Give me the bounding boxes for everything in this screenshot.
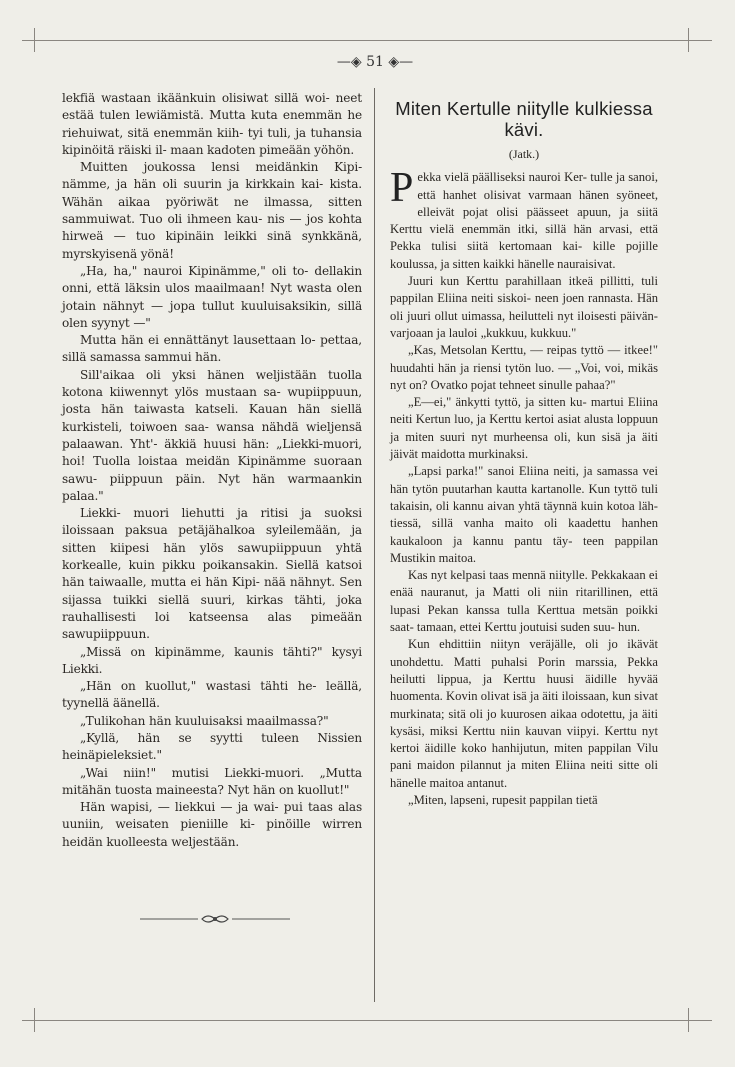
- right-paragraph: „Kas, Metsolan Kerttu, — reipas tyttö — itkee!" huudahti hän ja riensi tytön luo. — „Voi, voi, mikäs nyt on? Ovatko pojat tehneet sinulle pahaa?": [390, 343, 658, 392]
- top-rule: [22, 40, 712, 41]
- first-paragraph: [390, 165, 658, 273]
- left-paragraph: Muitten joukossa lensi meidänkin Kipi- nämme, ja hän oli suurin ja kirkkain kai- kista. Wähän aikaa pyöriwät ne ilmassa, sitten sammuiwat. Tuo oli ihmeen kau- nis — jos kohta hirweä — tuo kipinäin leikki sinä synkkänä, myrskyisenä yönä!: [62, 160, 362, 261]
- right-crop-line: [688, 28, 689, 52]
- end-ornament-icon: [140, 912, 290, 926]
- left-crop-line: [34, 28, 35, 52]
- header-ornament-right-icon: ◈—: [383, 54, 414, 70]
- column-divider: [374, 88, 375, 1002]
- right-paragraph: Juuri kun Kerttu parahillaan itkeä pillitti, tuli pappilan Eliina neiti siskoi- neen joen rannasta. Hän oli juuri ollut uimassa, heilutteli nyt iloisesti päivän- varjoaan ja lauloi „kukkuu, kukkuu.": [390, 274, 658, 340]
- left-column: [62, 90, 362, 851]
- left-paragraph: „Kyllä, hän se syytti tuleen Nissien heinäpieleksiet.": [62, 730, 362, 763]
- right-paragraph: Kun ehdittiin niityn veräjälle, oli jo ikävät unohdettu. Matti puhalsi Porin marssia, Pekka heilutti lippua, ja Kerttu huusi äidille hyvää huomenta. Kovin olivat isä ja äiti iloissaan, kun sivat murkinata; sitä oli jo kuurosen aikaa odotettu, ja äiti kysäsi, miksi Kerttu niin kauvan viipyi. Kerttu nyt kertoi äidille koko hanhijutun, miten pappilan Vilu pani maidon pilannut ja miten Eliina neiti sitte oli hänelle maitoa antanut.: [390, 637, 658, 790]
- article-subtitle: (Jatk.): [508, 147, 540, 161]
- first-paragraph-text: ekka vielä päälliseksi nauroi Ker- tulle ja sanoi, että hanhet olisivat varmaan hänen syöneet, elleivät pojat olisi päässeet apuun, ja siitä Kerttu vielä enemmän itki, sillä hän arvasi, että Pekka tulisi siitä kertomaan kai- kille pojille koulussa, ja sitten kaikki hänelle nauraisivat.: [390, 170, 658, 271]
- bottom-rule: [22, 1020, 712, 1021]
- page-header: [290, 54, 460, 70]
- left-paragraph: Sill'aikaa oli yksi hänen weljistään tuolla kotona kiiwennyt ylös mustaan sa- wupiippuun, josta hän taiwasta katseli. Kauan hän siellä kurkisteli, toiwoen saa- wansa nähdä wieljensä palaawan. Yht'- äkkiä huusi hän: „Liekki-muori, hoi! Tuolla loistaa meidän Kipinämme suoraan sawu- piippuun päin. Nyt hän warmaankin palaa.": [62, 367, 362, 503]
- left-paragraph: Hän wapisi, — liekkui — ja wai- pui taas alas uuniin, weisaten pieniille ki- pinöille wirren heidän kuolleesta weljestään.: [62, 800, 362, 849]
- right-paragraph: „Lapsi parka!" sanoi Eliina neiti, ja samassa vei hän tytön puutarhan kautta kartanolle. Kun tyttö tuli takaisin, oli kannu aivan yhtä täynnä kuin kotoa läh- tiessä, sillä vanha maito oli kaadettu hanhen kaukaloon ja kannu pantu täy- teen pappilan Mustikin maitoa.: [390, 464, 658, 565]
- right-paragraph: Kas nyt kelpasi taas mennä niitylle. Pekkakaan ei enää nauranut, ja Matti oli niin ritarillinen, että lupasi Pekan kanssa tulla Kerttua metsän poikki saat- tamaan, ettei Kerttu joutuisi suden suu- hun.: [390, 568, 658, 635]
- right-column: [390, 90, 658, 809]
- right-paragraph: „Miten, lapseni, rupesit pappilan tietä: [408, 792, 598, 807]
- page-number: 51: [366, 54, 384, 70]
- left-paragraph: „Missä on kipinämme, kaunis tähti?" kysyi Liekki.: [62, 644, 362, 676]
- header-ornament-left-icon: —◈: [336, 54, 367, 70]
- left-paragraph: Mutta hän ei ennättänyt lausettaan lo- pettaa, sillä samassa sammui hän.: [62, 333, 362, 365]
- left-paragraph: „Ha, ha," nauroi Kipinämme," oli to- dellakin onni, että läksin ulos maailmaan! Nyt wasta olen jotain nähnyt — jopa tullut kuuluisaksikin, sillä olen syynyt —": [62, 263, 362, 330]
- left-paragraph: Liekki- muori liehutti ja ritisi ja suoksi iloissaan paksua petäjähalkoa syleilemään, ja sitten kiipesi hän ylös sawupiippuun yhtä korkealle, kuin pikku poikansakin. Siellä katsoi hän taiwaalle, mutta ei hän Kipi- nää nähnyt. Sen sijassa tuikki siellä suuri, kirkas tähti, joka rauhallisesti loi katseensa alas pimeään sawupiippuun.: [62, 506, 362, 642]
- drop-cap: P: [390, 165, 414, 212]
- article-title: Miten Kertulle niitylle kulkiessa kävi.: [395, 98, 653, 140]
- left-paragraph: „Tulikohan hän kuuluisaksi maailmassa?": [80, 713, 329, 728]
- left-bottom-crop-line: [34, 1008, 35, 1032]
- left-paragraph: „Wai niin!" mutisi Liekki-muori. „Mutta mitähän tuosta maineesta? Nyt hän on kuollut!": [62, 765, 362, 797]
- left-paragraph: „Hän on kuollut," wastasi tähti he- leällä, tyynellä äänellä.: [62, 679, 362, 711]
- right-bottom-crop-line: [688, 1008, 689, 1032]
- right-paragraph: „E—ei," änkytti tyttö, ja sitten ku- martui Eliina neiti Kertun luo, ja Kerttu kertoi asiat alusta loppuun ja miten suuri nyt murheensa oli, kun sisä ja äiti jäivät maidotta murkinaksi.: [390, 395, 658, 462]
- left-paragraph: lekfiä wastaan ikäänkuin olisiwat sillä woi- neet estää tulen lewiämistä. Mutta kuta enemmän he riehuiwat, sitä enemmän kiih- tyi tuli, ja tuhansia kipinöitä räiski il- maan kadoten pimeään yöhön.: [62, 91, 362, 157]
